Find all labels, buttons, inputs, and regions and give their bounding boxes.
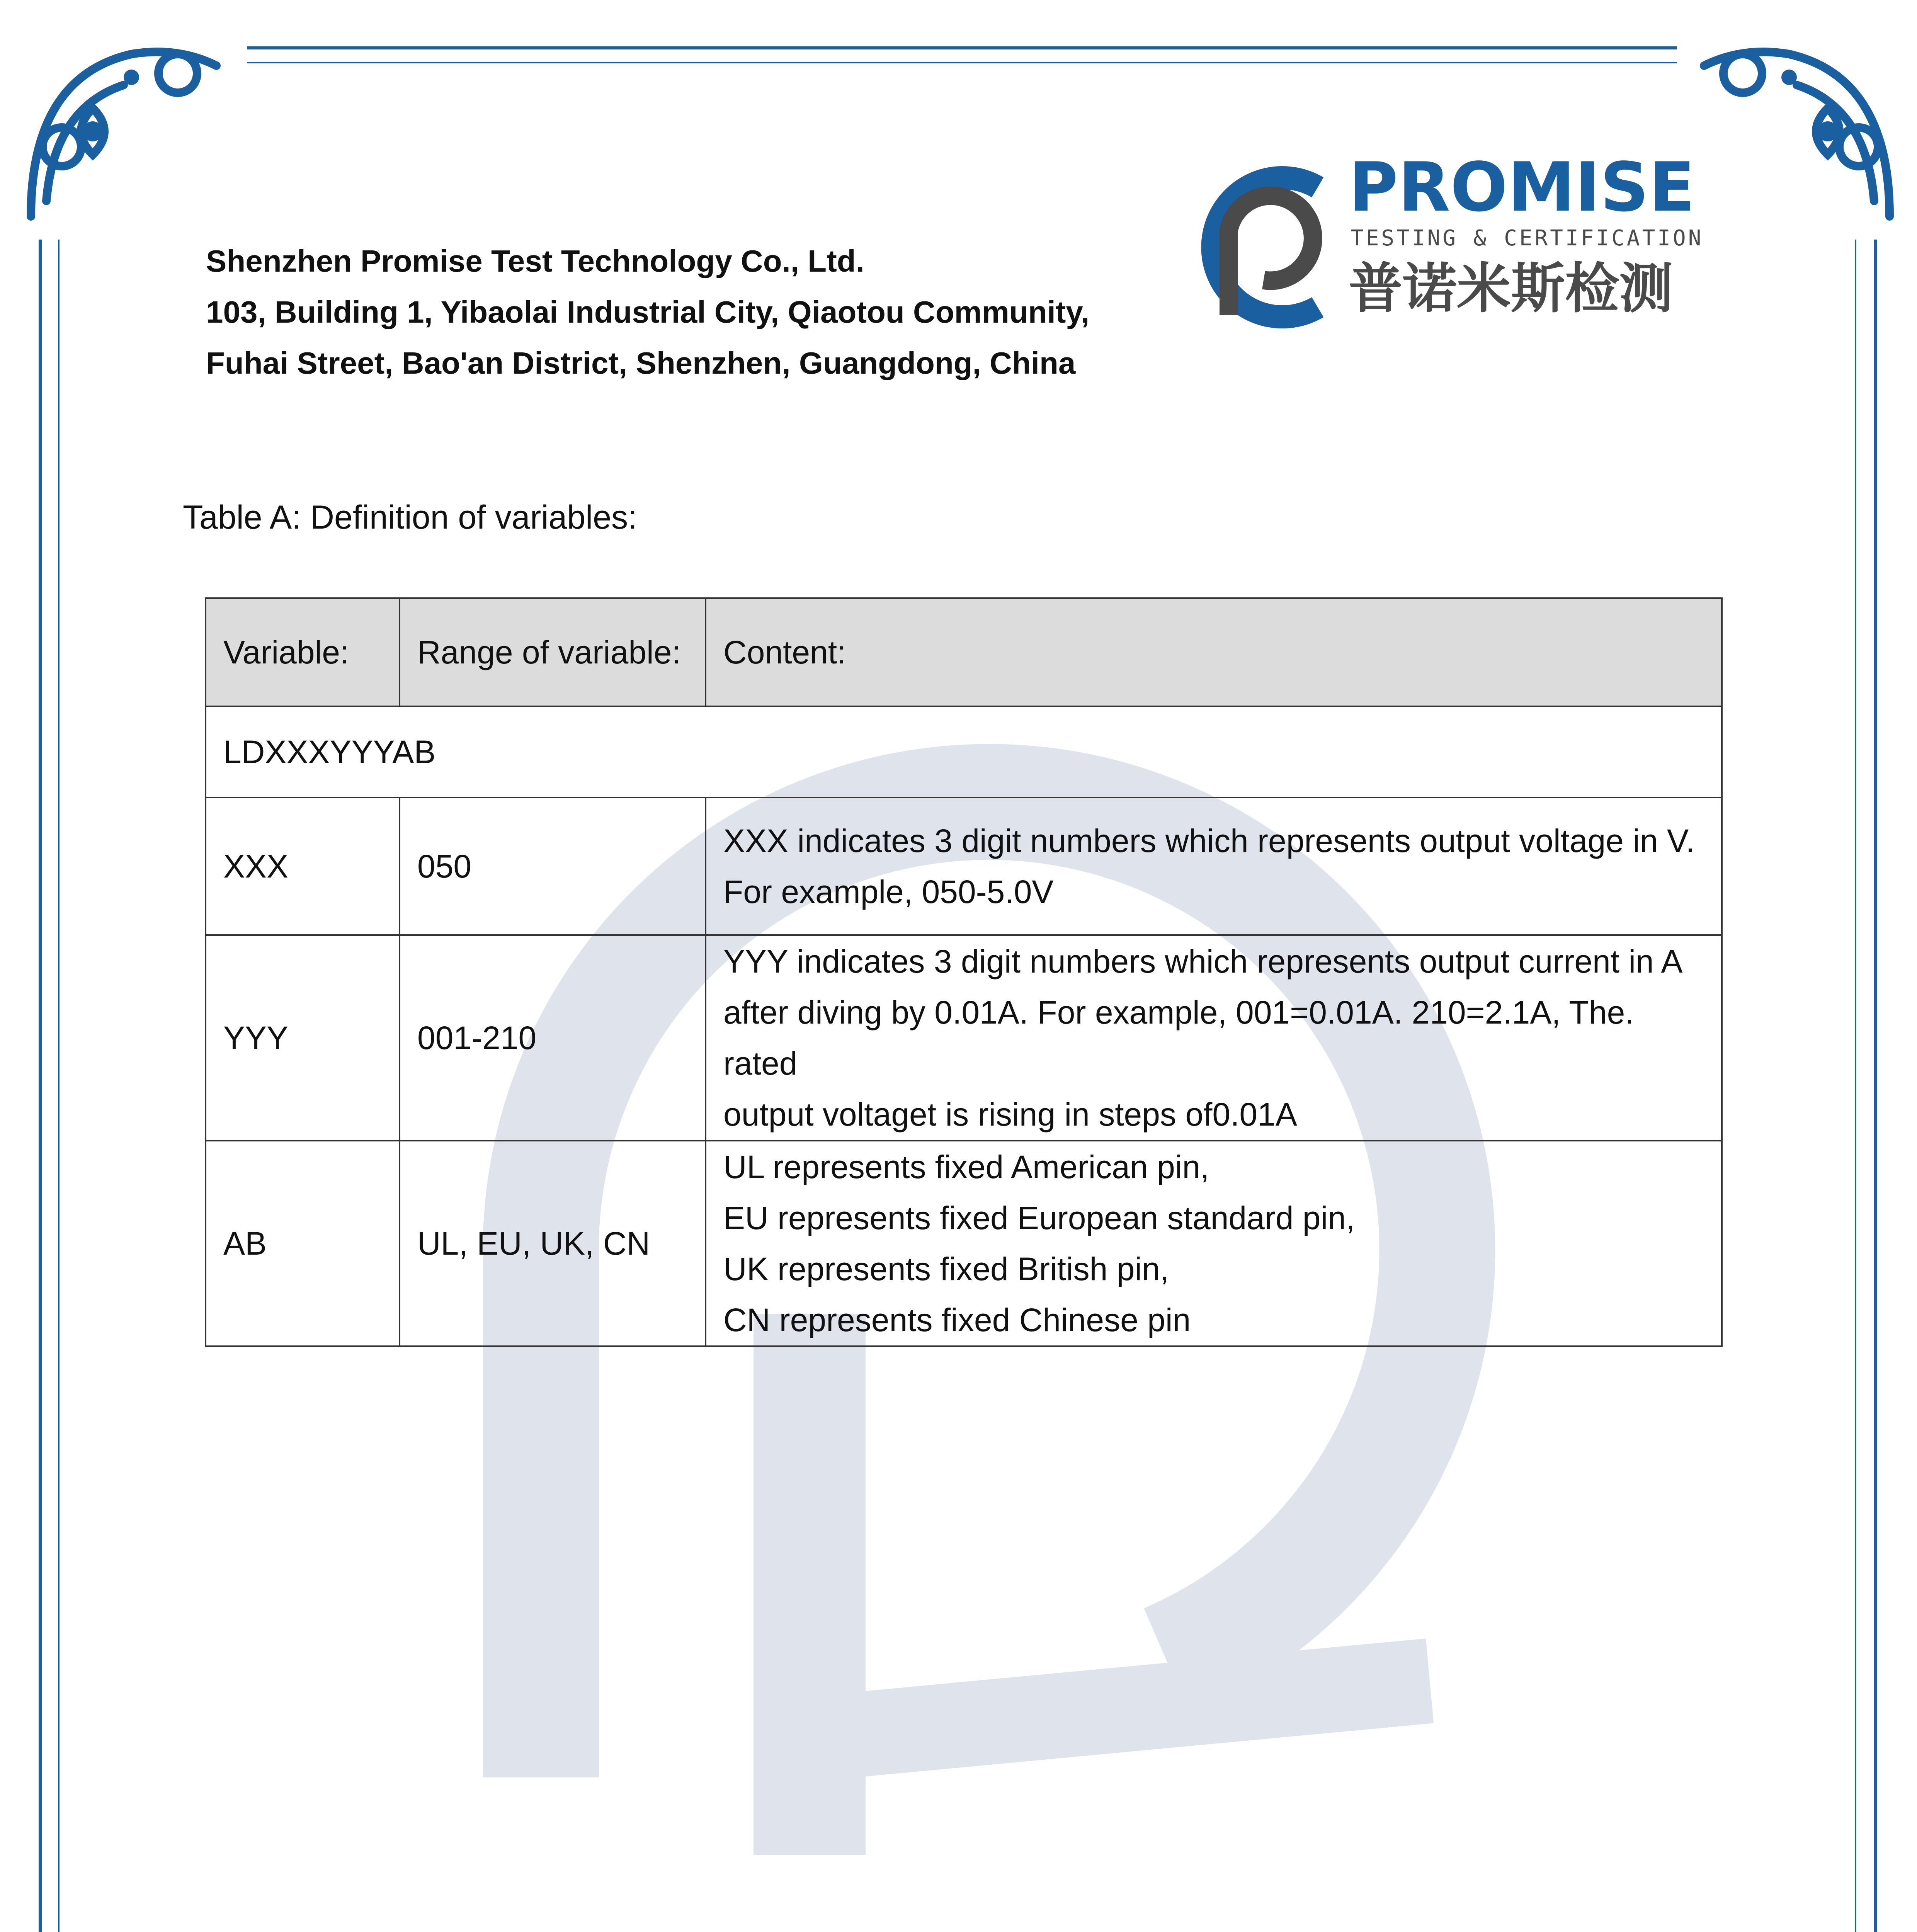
content-cell [706,935,1722,1141]
variable-cell: XXX [206,798,400,935]
company-name: Shenzhen Promise Test Technology Co., Ltd. [206,244,864,278]
content-line: YYY indicates 3 digit numbers which represents output current in A [723,943,1683,980]
corner-ornament-top-left [15,31,247,232]
content-line: UL represents fixed American pin, [723,1149,1209,1185]
table-row [206,1141,1722,1346]
content-line: after diving by 0.01A. For example, 001=0.01A. 210=2.1A, The. rated [723,994,1634,1082]
logo-chinese: 普诺米斯检测 [1349,257,1674,320]
content-line: CN represents fixed Chinese pin [723,1302,1191,1338]
logo-brand: PROMISE [1349,153,1695,227]
model-cell: LDXXXYYYAB [206,706,1722,798]
table-row [206,798,1722,935]
variable-cell: AB [206,1141,400,1346]
address-line-2: Fuhai Street, Bao'an District, Shenzhen, Guangdong, China [206,346,1076,380]
range-cell: 050 [400,798,706,935]
variable-cell: YYY [206,935,400,1141]
table-row-model [206,706,1722,798]
table-title: Table A: Definition of variables: [183,499,637,536]
promise-logo [1175,153,1716,334]
content-line: UK represents fixed British pin, [723,1251,1169,1287]
content-line: XXX indicates 3 digit numbers which represents output voltage in V. [723,823,1695,859]
range-cell: 001-210 [400,935,706,1141]
content-line: EU represents fixed European standard pin, [723,1200,1355,1236]
table-header-row [206,598,1722,706]
variables-table [205,597,1723,1347]
border-right-outer [1874,240,1877,1932]
border-right-inner [1855,240,1856,1932]
table-row [206,935,1722,1141]
company-header [206,236,1089,389]
header-variable: Variable: [206,598,400,706]
address-line-1: 103, Building 1, Yibaolai Industrial City, Qiaotou Community, [206,295,1090,329]
range-cell: UL, EU, UK, CN [400,1141,706,1346]
border-left-outer [39,240,42,1932]
header-content: Content: [706,598,1722,706]
content-cell [706,798,1722,935]
content-line: For example, 050-5.0V [723,874,1054,910]
border-left-inner [58,240,60,1932]
header-range: Range of variable: [400,598,706,706]
border-top-inner [247,62,1677,63]
content-cell [706,1141,1722,1346]
logo-tagline: TESTING & CERTIFICATION [1351,226,1704,251]
border-top-outer [247,46,1677,49]
content-line: output voltaget is rising in steps of0.01A [723,1096,1297,1133]
